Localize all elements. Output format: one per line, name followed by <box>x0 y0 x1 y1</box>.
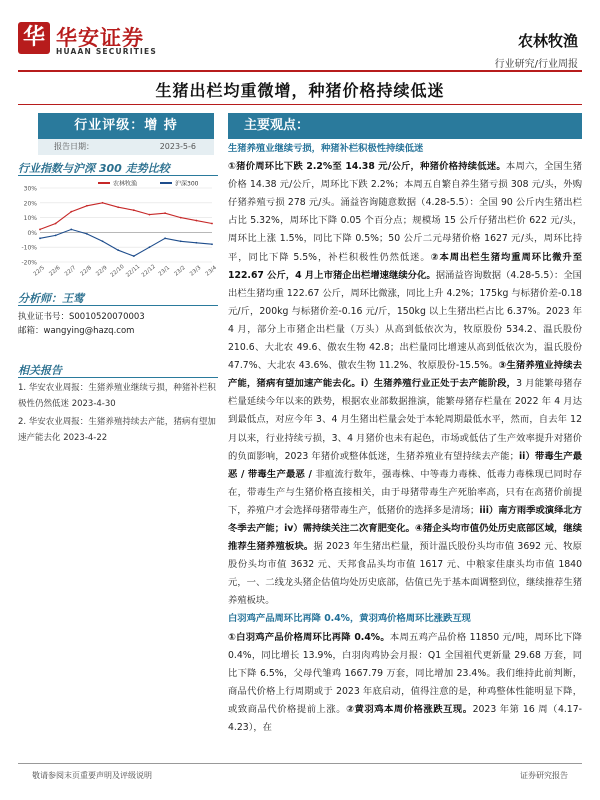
chart-point <box>70 229 72 231</box>
chart-x-tick-label: 23/1 <box>157 264 172 278</box>
chart-point <box>102 202 104 204</box>
chart-point <box>117 249 119 251</box>
main-points-bar <box>228 113 582 139</box>
body-paragraph: ①白羽鸡产品价格周环比再降 0.4%。本周五鸡产品价格 11850 元/吨，周环比下降 0.4%，同比增长 13.9%，白羽肉鸡协会月报：Q1 全国祖代更新量 29.68 万套，同比下降 6.5%，父母代雏鸡 1667.79 万套，同比增加 23.4%。我们维持此前判断，商品代价格上行周期或于 2023 年底启动，值得注意的是，种鸡整体性能明显下降，或致商品代价格提前上涨。②黄羽鸡本周价格涨跌互现。2023 年第 16 周（4.17-4.23），在 <box>228 631 582 733</box>
header-divider <box>18 70 582 72</box>
chart-y-tick-label: -20% <box>21 259 37 267</box>
footer-divider <box>18 763 582 764</box>
chart-heading: 行业指数与沪深 300 走势比较 <box>18 162 170 175</box>
chart-y-tick-label: 20% <box>23 200 37 208</box>
logo-mark: 华 <box>18 22 50 54</box>
chart-series-line <box>40 203 212 230</box>
footer-disclaimer: 敬请参阅末页重要声明及评级说明 <box>32 771 152 780</box>
chart-x-tick-label: 22/12 <box>140 263 157 279</box>
chart-x-tick-label: 22/5 <box>32 264 47 278</box>
report-date <box>38 139 214 155</box>
analyst-cert: 执业证书号：S0010520070003 <box>18 312 145 322</box>
chart-point <box>195 220 197 222</box>
main-body <box>228 140 582 737</box>
chart-legend-label: 农林牧渔 <box>113 180 138 188</box>
chart-x-tick-label: 22/11 <box>125 263 142 279</box>
chart-point <box>39 229 41 231</box>
body-subheading: 白羽鸡产品周环比再降 0.4%，黄羽鸡价格周环比涨跌互现 <box>228 613 471 625</box>
chart-y-tick-label: 30% <box>23 185 37 193</box>
body-paragraph: ①猪价周环比下跌 2.2%至 14.38 元/公斤，种猪价格持续低迷。本周六，全国生猪价格 14.38 元/公斤，周环比下跌 2.2%；本周五自繁自养生猪亏损 308 元/头，外购仔猪养殖亏损 278 元/头。涌益咨询随意数据（4.28-5.5）：全国 90 公斤内生猪出栏占比 5.32%，周环比下降 0.05 个百分点；规模场 15 公斤仔猪出栏价 622 元/头，周环比上涨 1.5%，同比下降 0.5%；50 公斤二元母猪价格 1627 元/头，周环比持平，同比下降 5.5%，补栏积极性仍然低迷。②本周出栏生猪均重周环比微升至 122.67 公斤，4 月上市猪企出栏增速继续分化。据涌益咨询数据（4.28-5.5）：全国出栏生猪均重 122.67 公斤，周环比微涨，同比上升 4.2%；175kg 与标猪价差-0.18 元/斤，200kg 与标猪价差-0.16 元/斤，150kg 以上生猪出栏占比 6.37%。2023 年 4 月，部分上市猪企出栏量（万头）从高到低依次为，牧原股份 534.2、温氏股份 210.6、大北农 49.6、傲农生物 42.8；出栏量同比增速从高到低依次为，温氏股份 47.7%、大北农 43.6%、傲农生物 11.2%、牧原股份-15.5%。③生猪养殖业持续去产能，猪病有望加速产能去化。i）生猪养殖行业正处于去产能阶段，3 月能繁母猪存栏量延续今年以来的跌势，根据农业部数据推演，能繁母猪存栏量在 2022 年 4 月达到最低点，对应今年 3、4 月生猪出栏量会处于本轮周期最低水平，然而，自去年 12 月以来，行业持续亏损，3、4 月猪价也未有起色，市场或低估了生产效率提升对猪价的负面影响，2023 年猪价或整体低迷，生猪养殖业有望持续去产能；ii）带毒生产最恶 / 带毒生产最恶 / 非瘟流行数年，强毒株、中等毒力毒株、低毒力毒株现已同时存在，带毒生产与生猪价格直接相关，由于母猪带毒生产死胎率高，只有在高猪价前提下，养殖户才会选择母猪带毒生产，低猪价的选择多是清场；iii）南方雨季或演绎北方冬季去产能；iv）需持续关注二次育肥变化。④猪企头均市值仍处历史底部区域，继续推荐生猪养殖板块。据 2023 年生猪出栏量，预计温氏股份头均市值 3692 元、牧原股份头均市值 3632 元、天邦食品头均市值 1617 元、中粮家佳康头均市值 1840 元，一、二线龙头猪企估值均处历史底部，估值已先于基本面调整到位，继续推荐生猪养殖板块。 <box>228 161 583 607</box>
chart-x-tick-label: 23/4 <box>204 264 218 278</box>
related-report-item[interactable]: 2. 华安农业周报：生猪养殖持续去产能，猪病有望加速产能去化 2023-4-22 <box>18 417 216 443</box>
chart-point <box>86 233 88 235</box>
chart-x-tick-label: 22/9 <box>95 264 109 278</box>
chart-point <box>70 211 72 213</box>
page-title: 生猪出栏均重微增，种猪价格持续低迷 <box>155 81 445 100</box>
title-divider <box>18 104 582 105</box>
logo-text: 华安证券 <box>56 25 144 50</box>
analyst-heading: 分析师：王莺 <box>18 292 84 305</box>
chart-point <box>55 223 57 225</box>
chart-point <box>211 223 213 225</box>
chart-point <box>133 209 135 211</box>
logo-english: HUAAN SECURITIES <box>56 47 157 56</box>
chart-x-tick-label: 22/7 <box>63 264 78 278</box>
chart-point <box>195 242 197 244</box>
chart-point <box>133 255 135 257</box>
chart-point <box>164 237 166 239</box>
industry-rating: 行业评级：增 持 <box>38 113 214 139</box>
report-date-value: 2023-5-6 <box>159 142 196 151</box>
chart-point <box>180 240 182 242</box>
chart-point <box>180 217 182 219</box>
chart-point <box>149 246 151 248</box>
related-reports-heading: 相关报告 <box>18 364 62 377</box>
report-type: 行业研究/行业周报 <box>494 59 578 70</box>
sector-title: 农林牧渔 <box>517 32 578 50</box>
chart-point <box>211 243 213 245</box>
chart-series-line <box>40 229 212 256</box>
chart-point <box>86 205 88 207</box>
chart-x-tick-label: 23/2 <box>173 264 187 278</box>
report-date-label: 报告日期： <box>54 142 94 151</box>
related-reports-rule <box>18 377 218 378</box>
chart-x-tick-label: 22/6 <box>48 264 62 278</box>
chart-y-tick-label: -10% <box>21 244 37 252</box>
chart-x-tick-label: 22/8 <box>79 264 93 278</box>
chart-point <box>39 237 41 239</box>
chart-point <box>164 212 166 214</box>
analyst-rule <box>18 305 218 306</box>
index-chart <box>18 176 218 284</box>
chart-y-tick-label: 0% <box>27 229 37 237</box>
related-report-item[interactable]: 1. 华安农业周报：生猪养殖业继续亏损，种猪补栏积极性仍然低迷 2023-4-30 <box>18 383 216 409</box>
chart-x-tick-label: 23/3 <box>189 264 203 278</box>
chart-point <box>117 206 119 208</box>
chart-point <box>102 240 104 242</box>
analyst-email[interactable]: 邮箱：wangying@hazq.com <box>18 326 135 336</box>
chart-point <box>149 214 151 216</box>
chart-point <box>55 234 57 236</box>
chart-x-tick-label: 22/10 <box>109 263 126 279</box>
chart-y-tick-label: 10% <box>23 215 37 223</box>
chart-legend-label: 沪深300 <box>175 180 199 188</box>
body-subheading: 生猪养殖业继续亏损，种猪补栏积极性持续低迷 <box>228 143 424 154</box>
footer-label: 证券研究报告 <box>520 771 568 780</box>
main-points-heading: 主要观点： <box>244 118 310 133</box>
